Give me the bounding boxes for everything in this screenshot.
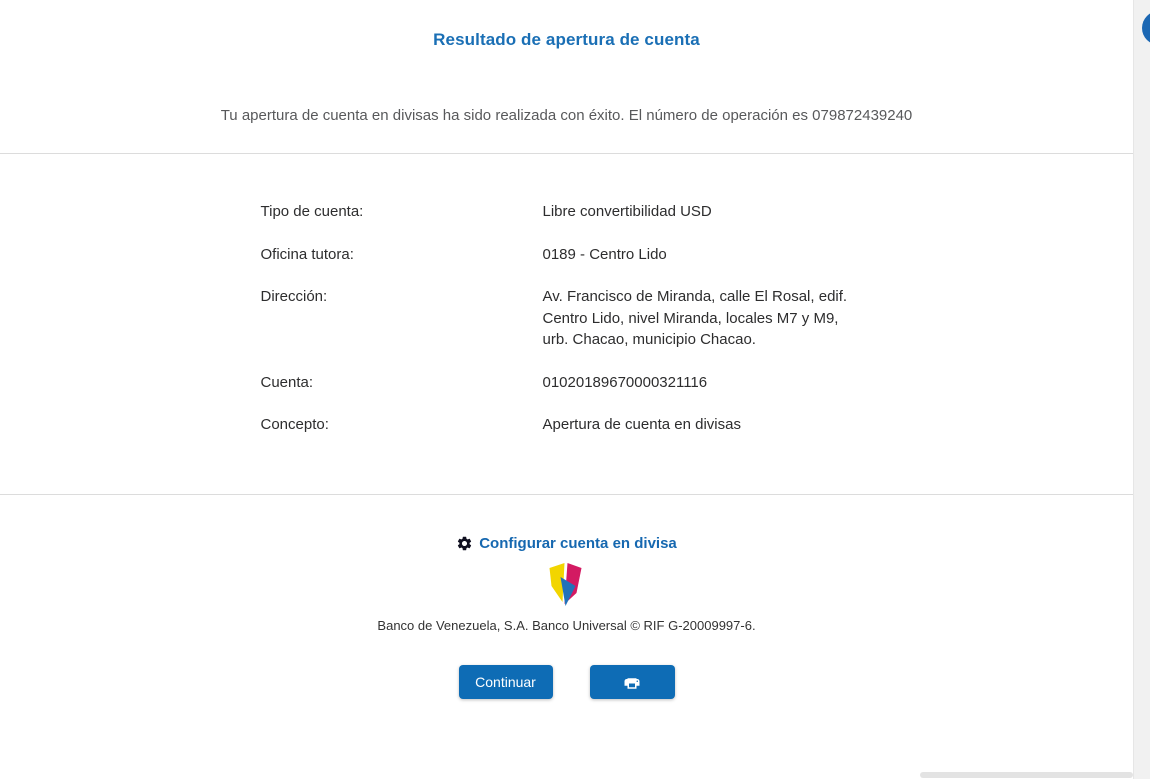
detail-label: Oficina tutora:: [260, 245, 354, 263]
success-message: Tu apertura de cuenta en divisas ha sido realizada con éxito. El número de operación es 079872439240: [220, 107, 913, 124]
detail-value: Apertura de cuenta en divisas: [542, 416, 741, 433]
configure-account-link-label: Configurar cuenta en divisa: [479, 534, 677, 552]
continue-button[interactable]: Continuar: [459, 665, 553, 699]
horizontal-scrollbar-thumb[interactable]: [920, 772, 1133, 778]
detail-row-address: [261, 286, 873, 351]
detail-value: Libre convertibilidad USD: [542, 203, 712, 220]
detail-row-account-type: [261, 201, 873, 223]
detail-value: Av. Francisco de Miranda, calle El Rosal, edif. Centro Lido, nivel Miranda, locales M7 y M9, urb. Chacao, municipio Chacao.: [542, 288, 848, 348]
detail-row-account-number: [261, 372, 873, 394]
page-title: Resultado de apertura de cuenta: [433, 30, 700, 49]
action-buttons: [0, 665, 1133, 699]
detail-value: 0189 - Centro Lido: [542, 245, 667, 263]
result-footer: [0, 495, 1133, 699]
printer-icon: [623, 673, 641, 691]
bank-logo: [0, 562, 1133, 612]
detail-row-branch: [261, 244, 873, 266]
detail-value: 01020189670000321116: [542, 373, 708, 391]
result-header: [0, 0, 1133, 126]
detail-label: Dirección:: [260, 288, 328, 305]
detail-label: Tipo de cuenta:: [260, 203, 364, 220]
account-details: [261, 154, 873, 494]
configure-account-link[interactable]: [456, 535, 677, 552]
detail-row-concept: [261, 414, 873, 436]
copyright-text: Banco de Venezuela, S.A. Banco Universal © RIF G-20009997-6.: [377, 617, 756, 633]
vertical-scrollbar[interactable]: [1133, 0, 1150, 779]
detail-label: Cuenta:: [260, 373, 314, 391]
print-button[interactable]: [590, 665, 675, 699]
gear-icon: [456, 535, 473, 552]
detail-label: Concepto:: [260, 416, 329, 433]
